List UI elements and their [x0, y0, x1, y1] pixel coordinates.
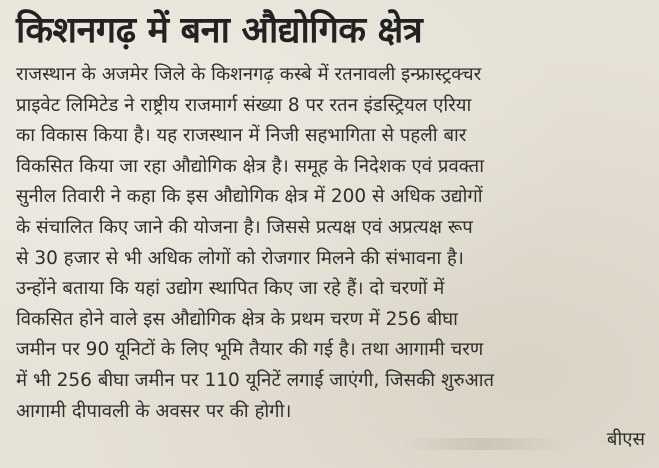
print-bleed-through	[399, 438, 569, 450]
article-line: सुनील तिवारी ने कहा कि इस औद्योगिक क्षेत्र में 200 से अधिक उद्योगों	[16, 186, 483, 208]
article-line: जमीन पर 90 यूनिटों के लिए भूमि तैयार की गई है। तथा आगामी चरण	[16, 339, 484, 361]
article-line: राजस्थान के अजमेर जिले के किशनगढ़ कस्बे में रतनावली इन्फ्रास्ट्रक्चर	[16, 64, 482, 85]
article-line: के संचालित किए जाने की योजना है। जिससे प्रत्यक्ष एवं अप्रत्यक्ष रूप	[16, 216, 473, 238]
article-line: से 30 हजार से भी अधिक लोगों को रोजगार मिलने की संभावना है।	[16, 247, 464, 269]
article-body	[16, 60, 643, 427]
article-line: प्राइवेट लिमिटेड ने राष्ट्रीय राजमार्ग संख्या 8 पर रतन इंडस्ट्रियल एरिया	[16, 94, 472, 116]
article-line: में भी 256 बीघा जमीन पर 110 यूनिटें लगाई जाएंगी, जिसकी शुरुआत	[16, 369, 495, 391]
article-line: आगामी दीपावली के अवसर पर की होगी।	[16, 400, 292, 422]
article-line: विकसित किया जा रहा औद्योगिक क्षेत्र है। समूह के निदेशक एवं प्रवक्ता	[16, 155, 484, 177]
article-line: विकसित होने वाले इस औद्योगिक क्षेत्र के प्रथम चरण में 256 बीघा	[16, 308, 458, 330]
headline: किशनगढ़ में बना औद्योगिक क्षेत्र	[16, 10, 423, 51]
byline: बीएस	[606, 429, 645, 451]
article-line: उन्होंने बताया कि यहां उद्योग स्थापित किए जा रहे हैं। दो चरणों में	[16, 278, 445, 300]
article-line: का विकास किया है। यह राजस्थान में निजी सहभागिता से पहली बार	[16, 125, 467, 147]
